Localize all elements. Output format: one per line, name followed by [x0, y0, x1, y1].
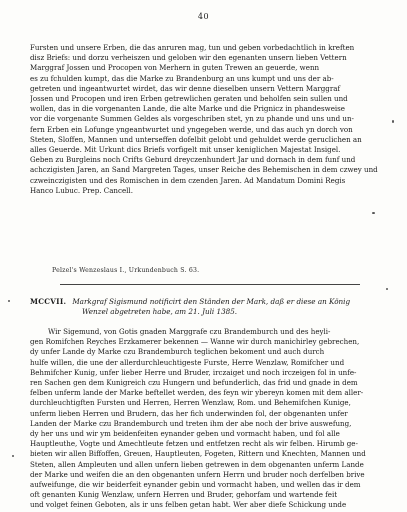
- charter-body-line: unferm lieben Herren und Brudern, das her fich underwinden fol, der obgenanten unfer: [30, 408, 348, 418]
- charter-body-line: gen Romifchen Reyches Erzkamerer bekennen — Wanne wir durch manichirley gebrechen,: [30, 337, 360, 347]
- section-divider: [60, 284, 360, 285]
- charter-body-line: und volget feinen Geboten, als ir uns felben getan habt. Wer aber diefe Schickung unde: [30, 500, 347, 510]
- page-number: 40: [197, 12, 210, 21]
- charter-body-line: aufweifunge, die wir beiderfeit eynander gebin und vormacht haben, und wellen das ir dem: [30, 480, 361, 490]
- charter-continuation-line: es zu fchulden kumpt, das die Marke zu Brandenburg an uns kumpt und uns der ab-: [30, 73, 334, 83]
- charter-body-line: oft genanten Kunig Wenzlaw, unfern Herren und Bruder, gehorfam und wartende feit: [30, 490, 338, 500]
- charter-body-line: hulfe willen, die une der allerdurchleuchtigeste Furste, Herre Wenzlaw, Romifcher und: [30, 357, 345, 367]
- document-heading: [30, 297, 378, 318]
- charter-continuation-line: wollen, das in die vorgenanten Lande, die alte Marke und die Prignicz in phandesweise: [30, 104, 346, 114]
- charter-body-line: Hauptleuthe, Vogte und Amechtleute fetzen und entfetzen recht als wir felben. Hirumb ge-: [30, 439, 358, 449]
- charter-body-line: Wir Sigemund, von Gotis gnaden Marggrafe czu Brandemburch und des heyli-: [48, 327, 331, 336]
- scan-speck: [8, 300, 10, 302]
- scan-speck: [372, 212, 375, 214]
- charter-body-line: dy unfer Lande dy Marke czu Brandemburch teglichen bekoment und auch durch: [30, 347, 325, 357]
- charter-continuation-line: fern Erben ein Lofunge yngeantwurtet und yngegeben werde, und das auch yn dorch von: [30, 124, 353, 134]
- charter-text-continuation: [30, 43, 378, 196]
- charter-continuation-line: Jossen und Procopen und iren Erben getrewlichen geraten und beholfen sein sullen und: [30, 94, 348, 104]
- charter-body-line: ren Sachen gen dem Kunigreich czu Hungern und befunderlich, das frid und gnade in dem: [30, 378, 358, 388]
- charter-continuation-line: Marggraf Jossen und Procopen von Merhern in guten Trewen an geuerde, wenn: [30, 63, 320, 73]
- charter-continuation-line: achczigisten Jaren, an Sand Margreten Tages, unser Reiche des Behemischen in dem czwey und: [30, 165, 378, 175]
- source-citation: Pelzel's Wenzeslaus I., Urkundenbuch S. 63.: [52, 267, 200, 274]
- document-number: MCCVII.: [30, 297, 67, 306]
- charter-continuation-line: Steten, Sloffen, Mannen und unterseffen dofelbit gelobt und gehuldet werde geruclichen an: [30, 134, 362, 144]
- charter-body-line: felben unferm lande der Marke beftellet werden, des feyn wir ybereyn komen mit dem aller-: [30, 388, 364, 398]
- charter-continuation-line: getreten und ingeantwurtet wirdet, das wir denne dieselben unsern Vettern Marggraf: [30, 83, 341, 93]
- charter-body-line: Steten, allen Ampleuten und allen unfern lieben getrewen in dem obgenanten unferm Lande: [30, 459, 364, 469]
- scan-speck: [392, 120, 394, 123]
- charter-continuation-line: vor die vorgenante Summen Geldes als vorgeschriben stet, yn zu phande und uns und un-: [30, 114, 354, 124]
- charter-body-line: der Marke und weifen die an den obgenanten unfern Herrn und bruder noch derfelben brive: [30, 469, 365, 479]
- charter-body-line: dy her uns und wir ym beidenfeiten eynander geben und vormacht haben, und fol alle: [30, 429, 340, 439]
- charter-continuation-line: Fursten und unsere Erben, die das anruren mag, tun und geben vorbedachtlich in kreften: [30, 43, 355, 52]
- charter-body-line: Landen der Marke czu Brandemburch und treten ihm der abe noch der brive auswefung,: [30, 418, 352, 428]
- charter-body-line: Behmifcher Kunig, unfer lieber Herre und Bruder, irczaiget und noch irczeigen fol in unfe-: [30, 367, 357, 377]
- charter-continuation-line: disz Briefs: und dorzu verheiszen und geloben wir den egenanten unsern lieben Vettern: [30, 53, 347, 63]
- charter-body-line: bieten wir allen Biffoffen, Greuen, Hauptleuten, Fogeten, Rittern und Knechten, Mannen und: [30, 449, 366, 459]
- document-rubric-line-2: Wenzel abgetreten habe, am 21. Juli 1385.: [82, 307, 238, 317]
- charter-body-line: durchleuchtigften Fursten und Herren, Herren Wenzlaw, Rom. und Behemifchen Kunige,: [30, 398, 351, 408]
- charter-continuation-line: alles Geuerde. Mit Urkunt dics Briefs vorfigelt mit unser keniglichen Majestat Insigel.: [30, 145, 341, 155]
- charter-text-body: [30, 327, 378, 511]
- charter-continuation-line: Hanco Lubuc. Prep. Cancell.: [30, 185, 133, 195]
- scan-speck: [12, 455, 14, 457]
- scan-speck: [386, 288, 388, 290]
- charter-continuation-line: Geben zu Burgleins noch Crifts Geburd dreyczenhundert Jar und dornach in dem funf und: [30, 155, 356, 165]
- charter-continuation-line: czweinczigisten und des Romischen in dem czenden Jaren. Ad Mandatum Domini Regis: [30, 175, 346, 185]
- document-rubric-line-1: Markgraf Sigismund notificirt den Ständen der Mark, daß er diese an König: [72, 297, 351, 306]
